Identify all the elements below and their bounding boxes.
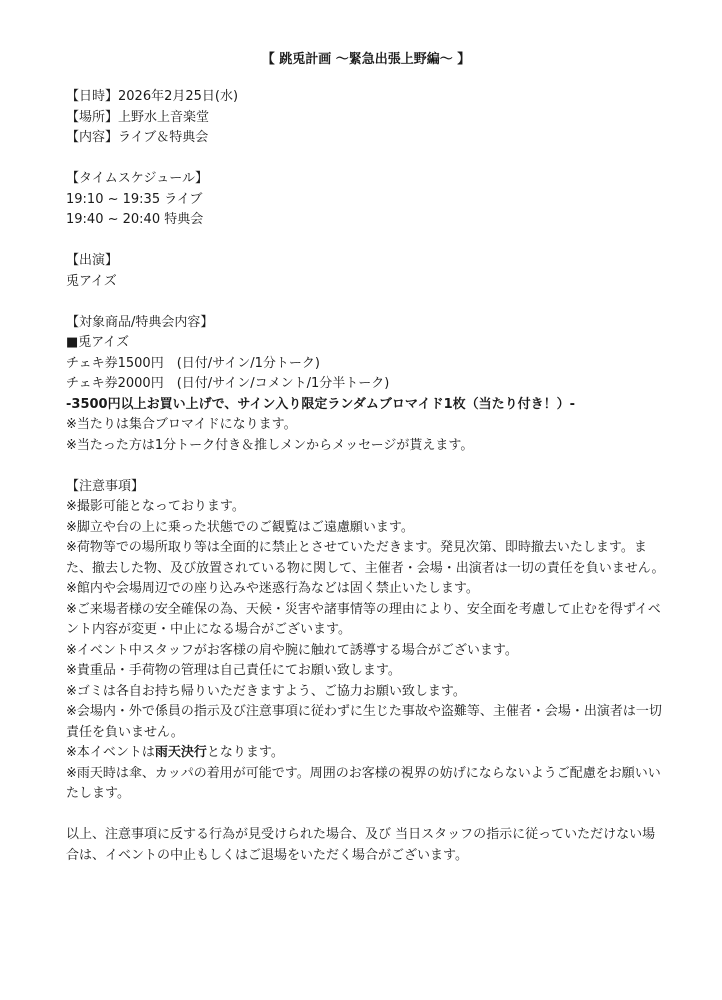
schedule-section	[66, 169, 666, 231]
caution-item: ※脚立や台の上に乗った状態でのご観覧はご遠慮願います。	[66, 519, 414, 535]
closing-paragraph: 以上、注意事項に反する行為が見受けられた場合、及び 当日スタッフの指示に従っていただけない場合は、イベントの中止もしくはご退場をいただく場合がございます。	[66, 827, 656, 863]
caution-item: ※撮影可能となっております。	[66, 499, 245, 514]
caution-item: ※イベント中スタッフがお客様の肩や腕に触れて誘導する場合がございます。	[66, 642, 518, 658]
goods-item-2000: チェキ券2000円 (日付/サイン/コメント/1分半トーク)	[66, 376, 390, 391]
event-info-section	[66, 87, 666, 149]
caution-rain-note: ※雨天時は傘、カッパの着用が可能です。周囲のお客様の視界の妨げにならないようご配慮をお願いいたします。	[66, 765, 661, 801]
schedule-item-live: 19:10 ~ 19:35 ライブ	[66, 191, 203, 207]
goods-bonus: -3500円以上お買い上げで、サイン入り限定ランダムブロマイド1枚（当たり付き！）-	[66, 396, 576, 412]
goods-note: ※当たった方は1分トーク付き＆推しメンからメッセージが貰えます。	[66, 437, 474, 453]
document-page	[66, 50, 666, 866]
event-place: 【場所】上野水上音楽堂	[66, 109, 210, 125]
rain-prefix: ※本イベントは	[66, 745, 155, 760]
schedule-item-meet: 19:40 ~ 20:40 特典会	[66, 212, 204, 227]
caution-item: ※ゴミは各自お持ち帰りいただきますよう、ご協力お願い致します。	[66, 683, 466, 699]
caution-item: ※会場内・外で係員の指示及び注意事項に従わずに生じた事故や盗難等、主催者・会場・出演者は一切責任を負いません。	[66, 704, 662, 740]
cast-section	[66, 251, 666, 292]
caution-item: ※荷物等での場所取り等は全面的に禁止とさせていただきます。発見次第、即時撤去いたします。また、撤去した物、及び放置されている物に関して、主催者・会場・出演者は一切の責任を負いません。	[66, 540, 665, 576]
event-date: 【日時】2026年2月25日(水)	[66, 89, 239, 104]
rain-bold: 雨天決行	[154, 745, 207, 760]
cautions-heading: 【注意事項】	[66, 478, 145, 494]
event-content: 【内容】ライブ＆特典会	[66, 130, 209, 145]
caution-item: ※館内や会場周辺での座り込みや迷惑行為などは固く禁止いたします。	[66, 581, 479, 596]
caution-item: ※ご来場者様の安全確保の為、天候・災害や諸事情等の理由により、安全面を考慮して止むを得ずイベント内容が変更・中止になる場合がございます。	[66, 601, 661, 637]
cautions-section	[66, 477, 666, 805]
caution-rain-policy	[66, 743, 666, 764]
goods-group: ■兎アイズ	[66, 335, 129, 350]
cast-heading: 【出演】	[66, 253, 119, 268]
goods-heading: 【対象商品/特典会内容】	[66, 314, 214, 330]
goods-note: ※当たりは集合ブロマイドになります。	[66, 417, 297, 432]
cast-name: 兎アイズ	[66, 273, 117, 289]
caution-item: ※貴重品・手荷物の管理は自己責任にてお願い致します。	[66, 663, 401, 678]
document-title: 【 跳兎計画 〜緊急出張上野編〜 】	[261, 52, 471, 67]
goods-item-1500: チェキ券1500円 (日付/サイン/1分トーク)	[66, 355, 320, 371]
schedule-heading: 【タイムスケジュール】	[66, 171, 208, 186]
rain-suffix: となります。	[206, 745, 284, 760]
goods-section	[66, 313, 666, 457]
